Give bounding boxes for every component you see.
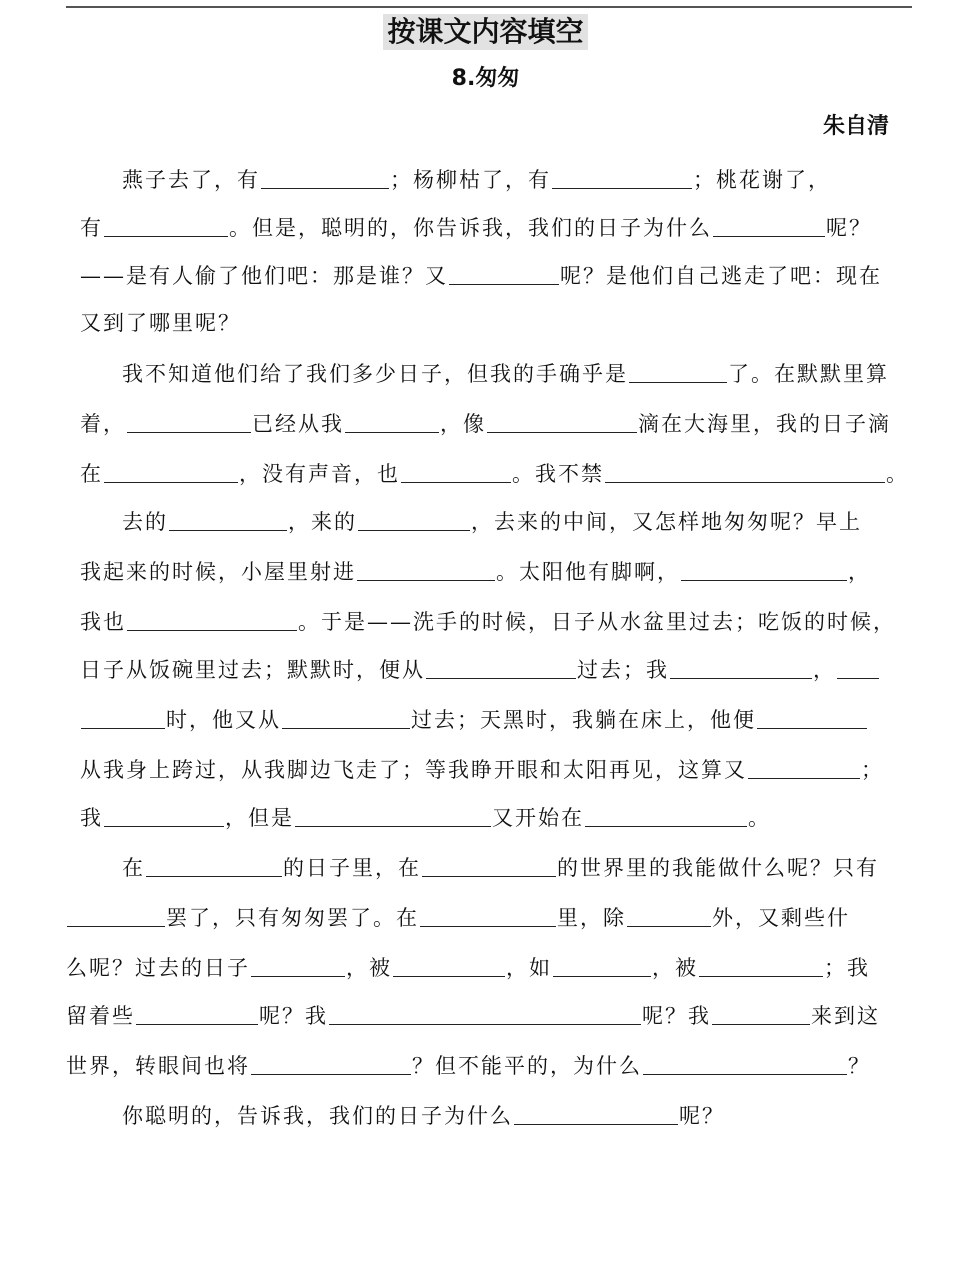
text-line [66,998,880,1032]
text-segment: ？ [848,1054,871,1078]
text-segment: 我也 [80,610,126,634]
answer-blank[interactable] [81,702,165,729]
text-segment: ，但是 [225,806,294,830]
text-segment: 。 [748,806,771,830]
answer-blank[interactable] [605,456,885,483]
text-line [80,456,909,490]
text-segment: ？但不能平的，为什么 [412,1054,642,1078]
text-line [80,554,871,588]
answer-blank[interactable] [553,950,651,977]
text-segment: 。我不禁 [512,462,604,486]
text-segment: 我 [80,806,103,830]
author-name: 朱自清 [822,114,889,139]
text-segment: 罢了，只有匆匆罢了。在 [166,906,419,930]
text-segment: 过去；我 [577,658,669,682]
answer-blank[interactable] [169,504,287,531]
answer-blank[interactable] [401,456,511,483]
text-line [80,800,771,834]
text-line [80,604,896,638]
answer-blank[interactable] [67,900,165,927]
text-segment: 的世界里的我能做什么呢？只有 [557,856,879,880]
lesson-title: 8.匆匆 [451,66,520,91]
text-segment: 着， [80,412,126,436]
answer-blank[interactable] [837,652,879,679]
text-segment: 么呢？过去的日子 [66,956,250,980]
text-segment: 过去；天黑时，我躺在床上，他便 [411,708,756,732]
answer-blank[interactable] [295,800,491,827]
answer-blank[interactable] [552,162,692,189]
text-segment: 去的 [122,510,168,534]
text-line [80,306,241,340]
answer-blank[interactable] [712,998,810,1025]
text-segment: ，像 [440,412,486,436]
answer-blank[interactable] [282,702,410,729]
text-segment: 的日子里，在 [283,856,421,880]
text-line [80,702,868,736]
answer-blank[interactable] [146,850,282,877]
text-segment: 。但是，聪明的，你告诉我，我们的日子为什么 [229,216,712,240]
text-segment: 你聪明的，告诉我，我们的日子为什么 [122,1104,513,1128]
text-line [122,504,862,538]
answer-blank[interactable] [699,950,823,977]
text-segment: 。 [886,462,909,486]
text-segment: ，没有声音，也 [239,462,400,486]
text-segment: 呢？ [679,1104,725,1128]
text-line [80,210,872,244]
text-segment: 我起来的时候，小屋里射进 [80,560,356,584]
answer-blank[interactable] [358,504,470,531]
text-segment: 日子从饭碗里过去；默默时，便从 [80,658,425,682]
answer-blank[interactable] [713,210,825,237]
text-line [80,652,880,686]
text-segment: 呢？我 [259,1004,328,1028]
text-line [122,850,879,884]
answer-blank[interactable] [329,998,641,1025]
text-segment: ，来的 [288,510,357,534]
text-segment: ，去来的中间，又怎样地匆匆呢？早上 [471,510,862,534]
text-segment: ；杨柳枯了，有 [390,168,551,192]
answer-blank[interactable] [251,950,345,977]
text-segment: 燕子去了，有 [122,168,260,192]
text-line [66,950,870,984]
answer-blank[interactable] [629,356,727,383]
answer-blank[interactable] [681,554,847,581]
text-line [80,406,891,440]
text-segment: 有 [80,216,103,240]
text-segment: 里，除 [557,906,626,930]
answer-blank[interactable] [757,702,867,729]
text-segment: 在 [80,462,103,486]
text-segment: ；我 [824,956,870,980]
answer-blank[interactable] [487,406,637,433]
answer-blank[interactable] [104,800,224,827]
text-segment: ，被 [652,956,698,980]
answer-blank[interactable] [127,604,297,631]
text-segment: ——是有人偷了他们吧：那是谁？又 [80,264,448,288]
text-segment: ，如 [506,956,552,980]
text-segment: ，被 [346,956,392,980]
text-segment: 滴在大海里，我的日子滴 [638,412,891,436]
text-segment: 时，他又从 [166,708,281,732]
text-segment: ；桃花谢了， [693,168,831,192]
answer-blank[interactable] [643,1048,847,1075]
title-wrap [0,14,971,50]
answer-blank[interactable] [670,652,812,679]
page-title: 按课文内容填空 [383,14,587,50]
answer-blank[interactable] [627,900,711,927]
answer-blank[interactable] [514,1098,678,1125]
answer-blank[interactable] [422,850,556,877]
answer-blank[interactable] [357,554,495,581]
top-rule [66,6,912,8]
text-segment: 外，又剩些什 [712,906,850,930]
text-segment: 呢？是他们自己逃走了吧：现在 [560,264,882,288]
answer-blank[interactable] [585,800,747,827]
text-segment: 世界，转眼间也将 [66,1054,250,1078]
text-line [66,900,850,934]
text-line [80,258,882,292]
text-segment: 呢？我 [642,1004,711,1028]
text-line [122,1098,725,1132]
text-segment: 了。在默默里算 [728,362,889,386]
text-segment: 在 [122,856,145,880]
answer-blank[interactable] [104,456,238,483]
text-segment: 。于是——洗手的时候，日子从水盆里过去；吃饭的时候， [298,610,896,634]
answer-blank[interactable] [127,406,251,433]
text-segment: 。太阳他有脚啊， [496,560,680,584]
text-line [122,162,831,196]
answer-blank[interactable] [420,900,556,927]
text-line [80,752,884,786]
text-segment: ， [848,560,871,584]
text-segment: 又到了哪里呢？ [80,311,241,335]
text-segment: 从我身上跨过，从我脚边飞走了；等我睁开眼和太阳再见，这算又 [80,758,747,782]
text-segment: ， [813,658,836,682]
answer-blank[interactable] [261,162,389,189]
text-segment: 来到这 [811,1004,880,1028]
answer-blank[interactable] [426,652,576,679]
answer-blank[interactable] [104,210,228,237]
answer-blank[interactable] [136,998,258,1025]
text-segment: 已经从我 [252,412,344,436]
answer-blank[interactable] [748,752,860,779]
text-segment: 留着些 [66,1004,135,1028]
answer-blank[interactable] [393,950,505,977]
text-segment: ； [861,758,884,782]
answer-blank[interactable] [449,258,559,285]
text-segment: 又开始在 [492,806,584,830]
answer-blank[interactable] [251,1048,411,1075]
answer-blank[interactable] [345,406,439,433]
text-line [122,356,889,390]
text-line [66,1048,871,1082]
text-segment: 我不知道他们给了我们多少日子，但我的手确乎是 [122,362,628,386]
text-segment: 呢？ [826,216,872,240]
